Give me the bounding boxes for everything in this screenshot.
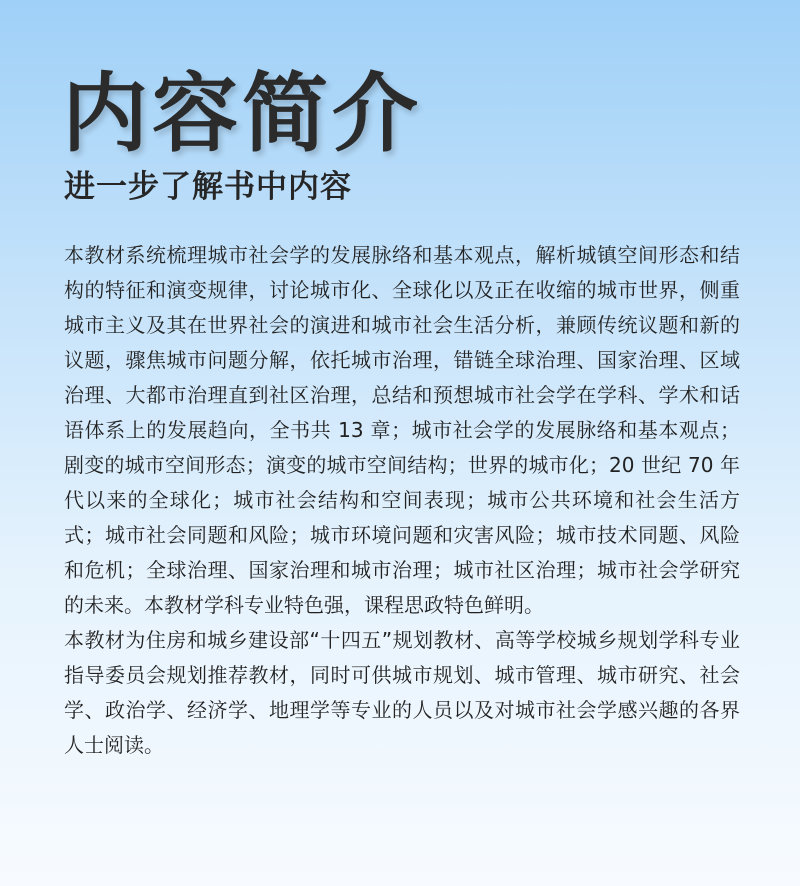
intro-paragraph-2: 本教材为住房和城乡建设部“十四五”规划教材、高等学校城乡规划学科专业指导委员会规划推荐教材，同时可供城市规划、城市管理、城市研究、社会学、政治学、经济学、地理学等专业的人员以及对城市社会学感兴趣的各界人士阅读。 (64, 628, 740, 757)
page-title: 内容简介 (62, 64, 422, 164)
intro-paragraph-1: 本教材系统梳理城市社会学的发展脉络和基本观点，解析城镇空间形态和结构的特征和演变规律，讨论城市化、全球化以及正在收缩的城市世界，侧重城市主义及其在世界社会的演进和城市社会生活分析，兼顾传统议题和新的议题，骤焦城市问题分解，依托城市治理，错链全球治理、国家治理、区域治理、大都市治理直到社区治理，总结和预想城市社会学在学科、学术和话语体系上的发展趋向，全书共 13 章；城市社会学的发展脉络和基本观点；剧变的城市空间形态；演变的城市空间结构；世界的城市化；20 世纪 70 年代以来的全球化；城市社会结构和空间表现；城市公共环境和社会生活方式；城市社会同题和风险；城市环境问题和灾害风险；城市技术同题、风险和危机；全球治理、国家治理和城市治理；城市社区治理；城市社会学研究的未来。本教材学科专业特色强，课程思政特色鲜明。 (64, 243, 740, 617)
page-subtitle: 进一步了解书中内容 (64, 169, 352, 205)
intro-text (64, 238, 740, 763)
